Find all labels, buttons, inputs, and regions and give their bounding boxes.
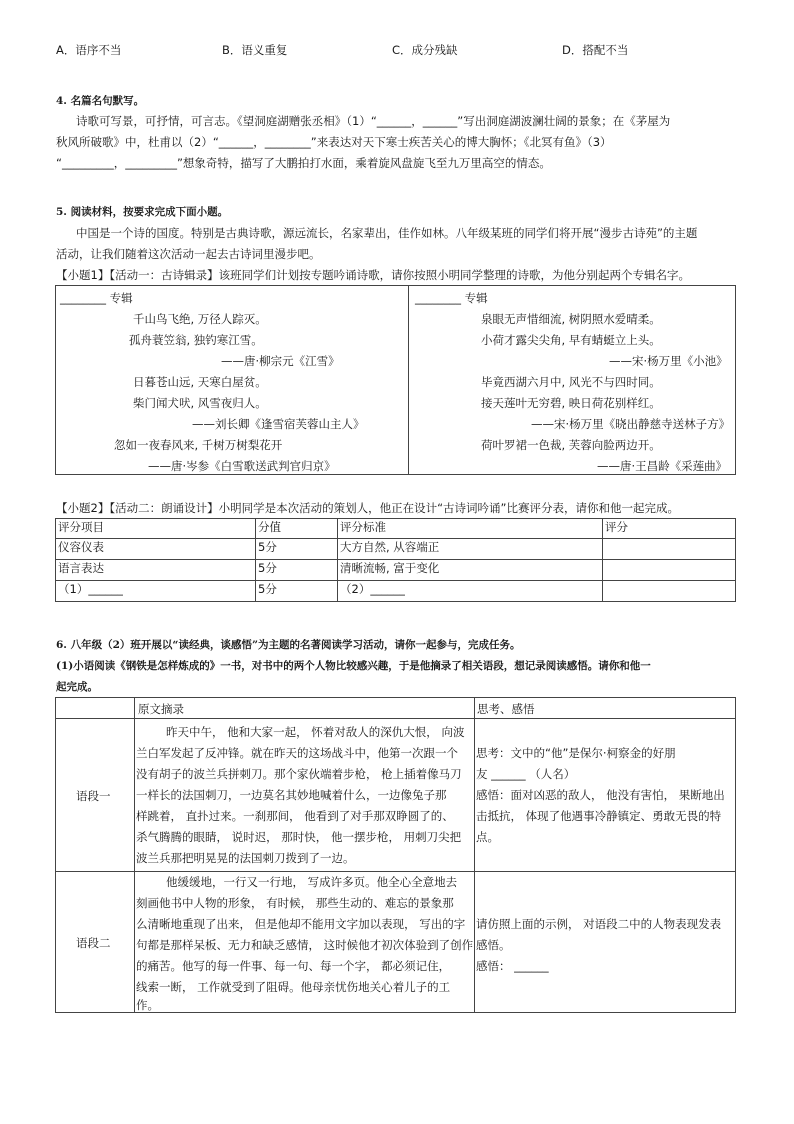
left-poem-line: 柴门闻犬吠, 风雪夜归人。 — [133, 396, 267, 410]
score-cell: 仪容仪表 — [56, 539, 256, 560]
score-cell: 语言表达 — [56, 560, 256, 581]
score-cell: 5分 — [256, 581, 338, 602]
q5-title: 5. 阅读材料，按要求完成下面小题。 — [56, 206, 229, 218]
reading-table — [55, 697, 736, 1013]
score-cell: 清晰流畅, 富于变化 — [338, 560, 603, 581]
option-a: A．语序不当 — [56, 43, 122, 57]
excerpt-line: 线索一断， 工作就受到了阻碍。他母亲忧伤地关心着儿子的工 — [136, 980, 451, 994]
left-poem-line: 忽如一夜春风来, 千树万树梨花开 — [114, 438, 283, 452]
score-cell: 大方自然, 从容端正 — [338, 539, 603, 560]
left-poem-line: 孤舟蓑笠翁, 独钓寒江雪。 — [129, 333, 263, 347]
q4-line-1: 诗歌可写景，可抒情，可言志。《望洞庭湖赠张丞相》（1）“______，______”写出洞庭湖波澜壮阔的景象；在《茅屋为 — [76, 114, 671, 128]
reflection-line: 友 ______ （人名） — [476, 767, 576, 781]
option-d: D．搭配不当 — [562, 43, 629, 57]
q6-sub-1b: 起完成。 — [56, 681, 98, 693]
right-poem-line: 接天莲叶无穷碧, 映日荷花别样红。 — [481, 396, 661, 410]
left-album-header: ________ 专辑 — [60, 291, 133, 305]
right-album-header: ________ 专辑 — [415, 291, 488, 305]
score-cell — [603, 581, 736, 602]
score-header: 评分 — [603, 519, 736, 539]
left-poem-line: 日暮苍山远, 天寒白屋贫。 — [133, 375, 267, 389]
excerpt-line: 一样长的法国刺刀，一边莫名其妙地喊着什么，一边像兔子那 — [136, 788, 447, 802]
right-poem-attrib: ——唐·王昌龄《采莲曲》 — [597, 459, 728, 473]
reflection-line: 感悟。 — [476, 938, 511, 952]
row-label-1: 语段一 — [76, 789, 111, 803]
score-header: 分值 — [256, 519, 338, 539]
left-poem-line: 千山鸟飞绝, 万径人踪灭。 — [133, 312, 267, 326]
right-poem-line: 小荷才露尖尖角, 早有蜻蜓立上头。 — [481, 333, 661, 347]
right-poem-attrib: ——宋·杨万里《小池》 — [609, 354, 728, 368]
q6-title: 6. 八年级（2）班开展以“读经典，谈感悟”为主题的名著阅读学习活动，请你一起参与，完成任务。 — [56, 639, 521, 651]
score-header: 评分标准 — [338, 519, 603, 539]
q4-title: 4. 名篇名句默写。 — [56, 95, 145, 107]
excerpt-line: 兰白军发起了反冲锋。就在昨天的这场战斗中，他第一次跟一个 — [136, 746, 458, 760]
left-poem-attrib: ——唐·岑参《白雪歌送武判官归京》 — [148, 459, 336, 473]
q6-sub-1a: (1)小语阅读《钢铁是怎样炼成的》一书，对书中的两个人物比较感兴趣，于是他摘录了相关语段，想记录阅读感悟。请你和他一 — [56, 660, 651, 672]
col-header-excerpt: 原文摘录 — [138, 702, 184, 716]
excerpt-line: 他缓缓地，一行又一行地， 写成许多页。他全心全意地去 — [166, 875, 458, 889]
q5-subquestion-2: 【小题2】【活动二：朗诵设计】小明同学是本次活动的策划人，他正在设计“古诗词吟诵”比赛评分表，请你和他一起完成。 — [56, 501, 679, 515]
right-poem-line: 荷叶罗裙一色裁, 芙蓉向脸两边开。 — [481, 438, 661, 452]
score-header: 评分项目 — [56, 519, 256, 539]
reflection-line: 击抵抗， 体现了他遇事冷静镇定、勇敢无畏的特 — [476, 809, 722, 823]
excerpt-line: 句都是那样呆板、无力和缺乏感情， 这时候他才初次体验到了创作 — [136, 938, 474, 952]
excerpt-line: 作。 — [136, 998, 159, 1012]
q5-subquestion-1: 【小题1】【活动一：古诗辑录】该班同学们计划按专题吟诵诗歌，请你按照小明同学整理的诗歌，为他分别起两个专辑名字。 — [56, 268, 691, 282]
excerpt-line: 的痛苦。他写的每一件事、每一句、每一个字， 都必须记住， — [136, 959, 451, 973]
q5-intro-1: 中国是一个诗的国度。特别是古典诗歌，源远流长，名家辈出，佳作如林。八年级某班的同学们将开展“漫步古诗苑”的主题 — [76, 226, 698, 240]
right-poem-line: 毕竟西湖六月中, 风光不与四时同。 — [481, 375, 661, 389]
left-poem-attrib: ——唐·柳宗元《江雪》 — [221, 354, 340, 368]
reflection-line: 点。 — [476, 830, 499, 844]
excerpt-line: 昨天中午， 他和大家一起， 怀着对敌人的深仇大恨， 向波 — [166, 725, 465, 739]
excerpt-line: 样跳着， 直扑过来。一刹那间， 他看到了对手那双睁圆了的、 — [136, 809, 454, 823]
score-cell: 5分 — [256, 560, 338, 581]
score-cell: 5分 — [256, 539, 338, 560]
row-label-2: 语段二 — [76, 936, 111, 950]
score-cell-blank[interactable]: （1）______ — [56, 581, 256, 602]
excerpt-line: 没有胡子的波兰兵拼刺刀。那个家伙端着步枪， 枪上插着像马刀 — [136, 767, 462, 781]
left-poem-attrib: ——刘长卿《逢雪宿芙蓉山主人》 — [192, 417, 365, 431]
option-b: B．语义重复 — [222, 43, 288, 57]
excerpt-line: 波兰兵那把明晃晃的法国刺刀拨到了一边。 — [136, 851, 355, 865]
col-header-reflection: 思考、感悟 — [477, 702, 535, 716]
q4-line-3: “_________，_________”想象奇特，描写了大鹏拍打水面，乘着旋风盘旋飞至九万里高空的情态。 — [56, 156, 551, 170]
excerpt-line: 杀气腾腾的眼睛， 说时迟， 那时快， 他一摆步枪， 用刺刀尖把 — [136, 830, 462, 844]
reflection-line: 请仿照上面的示例， 对语段二中的人物表现发表 — [476, 917, 722, 931]
q5-intro-2: 活动，让我们随着这次活动一起去古诗词里漫步吧。 — [56, 247, 321, 261]
score-table — [55, 518, 736, 602]
poem-table — [55, 285, 736, 475]
reflection-line: 思考：文中的“他”是保尔·柯察金的好朋 — [476, 746, 676, 760]
score-cell — [603, 560, 736, 581]
reflection-line: 感悟：面对凶恶的敌人， 他没有害怕， 果断地出 — [476, 788, 725, 802]
q4-line-2: 秋风所破歌》中，杜甫以（2）“______，________”来表达对天下寒士疾苦关心的博大胸怀；《北冥有鱼》（3） — [56, 135, 612, 149]
excerpt-line: 刻画他书中人物的形象， 有时候， 那些生动的、难忘的景象那 — [136, 896, 454, 910]
score-cell — [603, 539, 736, 560]
option-c: C．成分残缺 — [392, 43, 458, 57]
right-poem-line: 泉眼无声惜细流, 树阴照水爱晴柔。 — [481, 312, 661, 326]
score-cell-blank[interactable]: （2）______ — [338, 581, 603, 602]
reflection-line: 感悟： ______ — [476, 959, 549, 973]
right-poem-attrib: ——宋·杨万里《晓出静慈寺送林子方》 — [531, 417, 731, 431]
excerpt-line: 么清晰地重现了出来， 但是他却不能用文字加以表现， 写出的字 — [136, 917, 466, 931]
